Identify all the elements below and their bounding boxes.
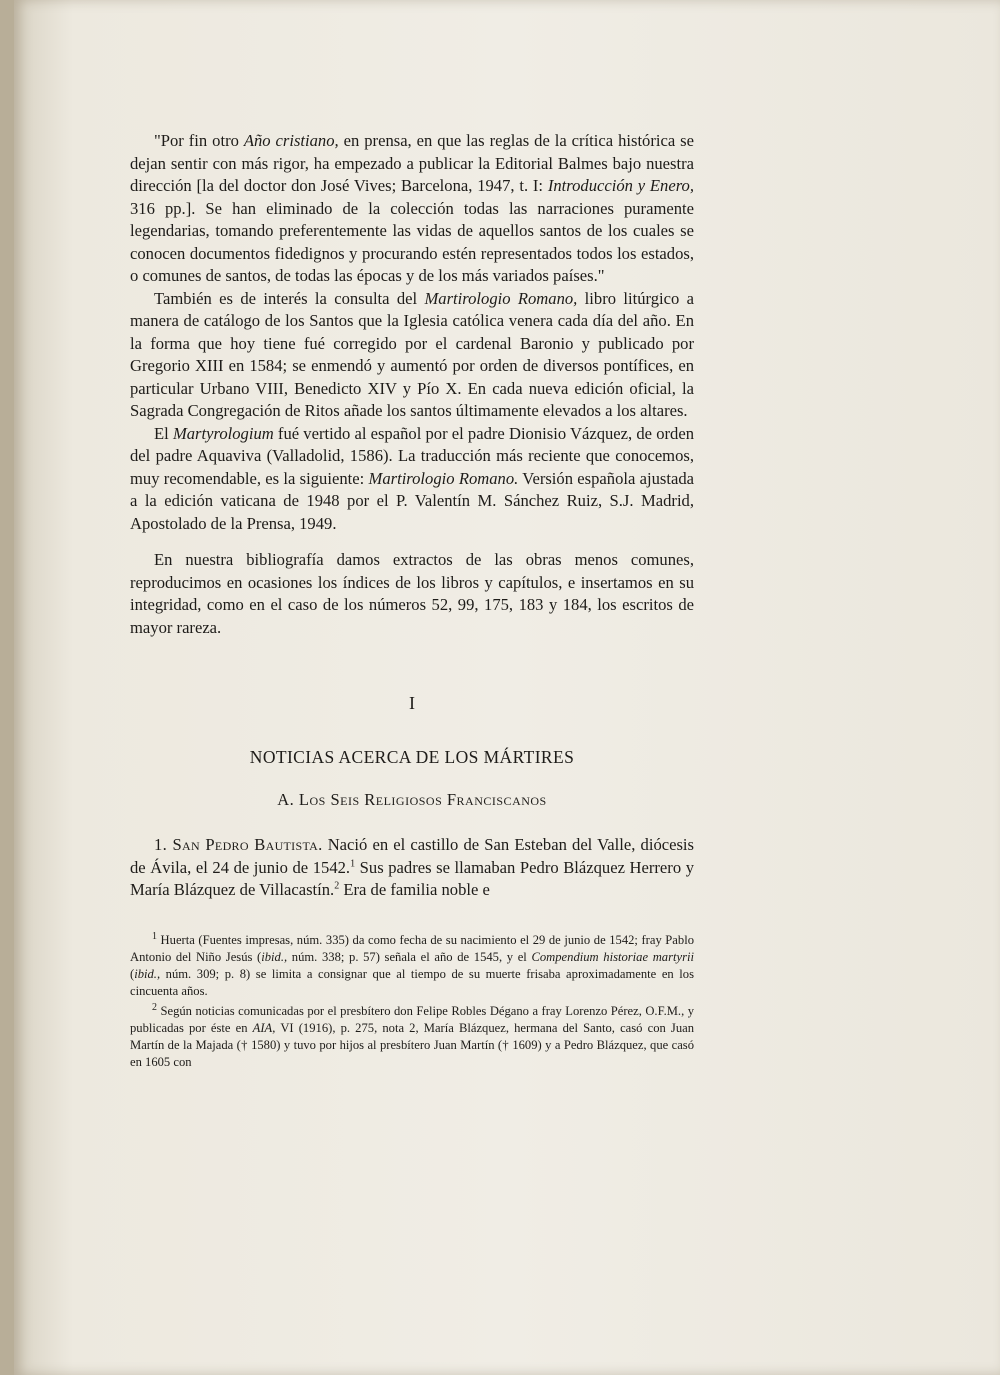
text-span: Nació en el castillo de San Esteban del Valle, diócesis de Ávila, el 24 de junio de 1542.	[130, 835, 694, 877]
paragraph-martirologio	[130, 288, 694, 423]
text-span: También es de interés la consulta del	[154, 288, 425, 308]
footnote-1	[130, 932, 694, 1000]
text-span: VI (1916), p. 275, nota 2, María Blázquez, hermana del Santo, casó con Juan Martín de la Majada († 1580) y tuvo por hijos al presbítero Juan Martín († 1609) y a Pedro Blázquez, que casó en 1605 con	[130, 1020, 695, 1069]
footnotes	[130, 932, 694, 1071]
footnote-ref: 1	[350, 857, 356, 869]
entry-heading: 1. San Pedro Bautista.	[154, 835, 323, 854]
footnote-ref: 2	[334, 880, 340, 892]
italic-title: Año cristiano,	[243, 131, 339, 150]
text-span: libro litúrgico a manera de catálogo de los Santos que la Iglesia católica venera cada día del año. En la forma que hoy tiene fué corregido por el cardenal Baronio y publicado por Gregorio XIII en 1584; se enmendó y aumentó por orden de diversos pontífices, en particular Urbano VIII, Benedicto XIV y Pío X. En cada nueva edición oficial, la Sagrada Congregación de Ritos añade los santos últimamente elevados a los altares.	[130, 288, 695, 420]
section-numeral: I	[409, 693, 415, 713]
text-span: 316 pp.]. Se han eliminado de la colección todas las narraciones puramente legendarias, tomando preferentemente las vidas de aquellos santos de los cuales se conocen documentos fidedignos y procurando estén representados todos los estados, o comunes de santos, de todas las épocas y de los más variados países."	[130, 198, 694, 285]
italic-title: Introducción y Enero,	[547, 176, 694, 195]
italic-title: Martyrologium	[172, 423, 274, 443]
italic-text: AIA,	[252, 1020, 276, 1035]
footnote-mark: 1	[152, 930, 157, 942]
text-span: Según noticias comunicadas por el presbítero don Felipe Robles Dégano a fray Lorenzo Pérez, O.F.M., y publicadas por éste en	[130, 1003, 694, 1035]
entry-san-pedro-bautista	[130, 834, 694, 902]
footnote-mark: 2	[152, 1001, 157, 1013]
italic-text: ibid.,	[261, 949, 288, 964]
text-span: núm. 338; p. 57) señala el año de 1545, y el	[287, 949, 532, 964]
italic-title: Martirologio Romano,	[424, 288, 578, 308]
italic-text: Compendium historiae martyrii	[531, 949, 694, 964]
footnote-2	[130, 1003, 694, 1071]
subsection-title: A. Los Seis Religiosos Franciscanos	[277, 790, 547, 809]
italic-title: Martirologio Romano.	[368, 468, 519, 488]
text-span: (	[130, 966, 135, 981]
text-span: Sus padres se llamaban Pedro Blázquez Herrero y María Blázquez de Villacastín.	[130, 857, 695, 899]
text-span: Versión española ajustada a la edición vaticana de 1948 por el P. Valentín M. Sánchez Ruiz, S.J. Madrid, Apostolado de la Prensa, 1949.	[130, 468, 695, 533]
text-span: Huerta (Fuentes impresas, núm. 335) da como fecha de su nacimiento el 29 de junio de 1542; fray Pablo Antonio del Niño Jesús (	[130, 932, 694, 964]
italic-text: ibid.,	[134, 966, 161, 981]
text-span: El	[154, 423, 173, 443]
paragraph-quote	[130, 130, 694, 288]
paragraph-martyrologium	[130, 423, 694, 536]
text-span: fué vertido al español por el padre Dionisio Vázquez, de orden del padre Aquaviva (Valladolid, 1586). La traducción más reciente que conocemos, muy recomendable, es la siguiente:	[130, 423, 694, 488]
book-page	[14, 0, 1000, 1375]
text-span: "Por fin otro	[154, 131, 244, 150]
section-title: NOTICIAS ACERCA DE LOS MÁRTIRES	[249, 747, 575, 767]
text-span: núm. 309; p. 8) se limita a consignar que al tiempo de su muerte frisaba aproximadamente en los cincuenta años.	[130, 966, 694, 998]
paragraph-bibliography: En nuestra bibliografía damos extractos de las obras menos comunes, reproducimos en ocasiones los índices de los libros y capítulos, e insertamos en su integridad, como en el caso de los números 52, 99, 175, 183 y 184, los escritos de mayor rareza.	[130, 550, 694, 637]
text-span: Era de familia noble e	[339, 880, 490, 899]
text-span: en prensa, en que las reglas de la crítica histórica se dejan sentir con más rigor, ha empezado a publicar la Editorial Balmes bajo nuestra dirección [la del doctor don José Vives; Barcelona, 1947, t. I:	[130, 131, 694, 195]
paragraph-gap	[130, 535, 694, 549]
page-content	[130, 130, 694, 1071]
